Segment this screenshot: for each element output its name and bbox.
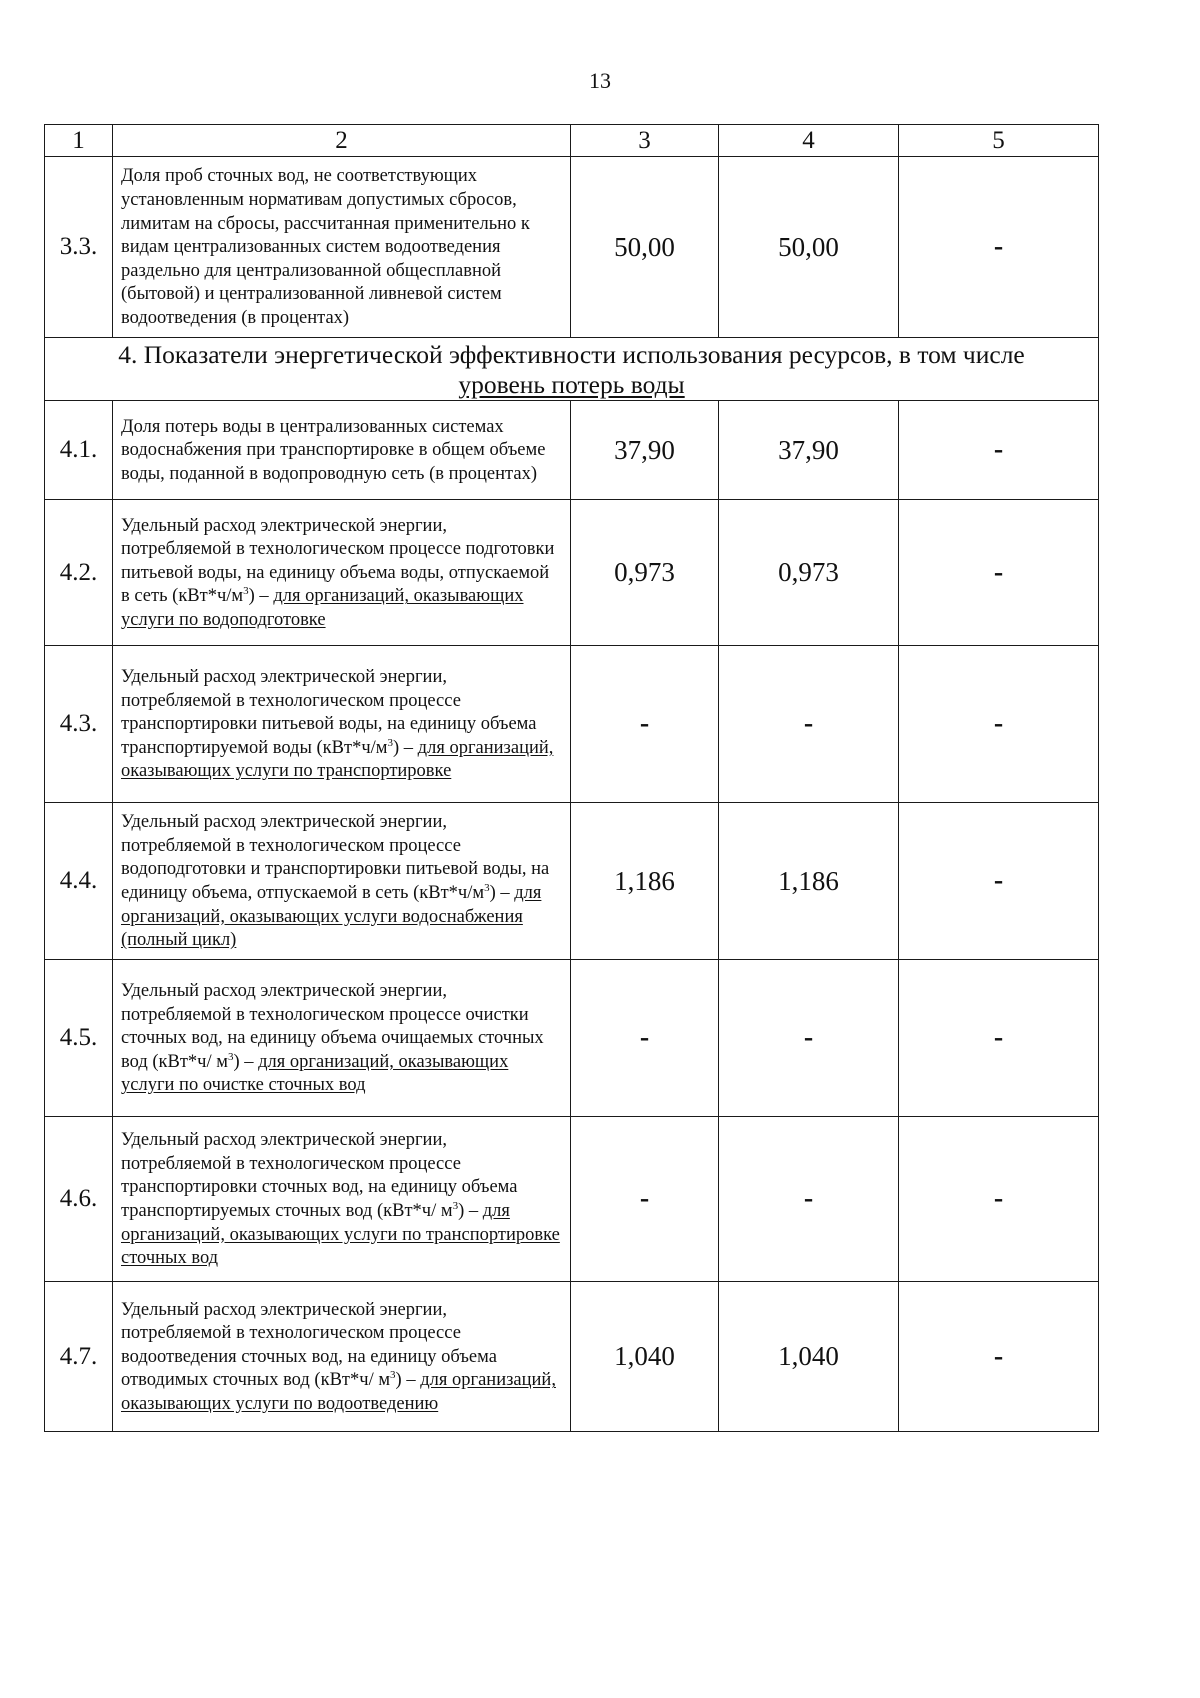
value-col4: 1,040	[719, 1282, 899, 1432]
table-row	[45, 500, 1099, 646]
value-col5: -	[899, 1282, 1099, 1432]
indicator-description	[113, 1117, 571, 1282]
description-text: Удельный расход электрической энергии, потребляемой в технологическом процессе транспортировки сточных вод, на единицу объема транспортируемых сточных вод (кВт*ч/ м	[121, 1130, 518, 1221]
column-header-3: 3	[571, 125, 719, 157]
row-number: 4.6.	[45, 1117, 113, 1282]
superscript: 3	[227, 1050, 234, 1063]
value-col4: -	[719, 960, 899, 1117]
value-col4: -	[719, 1117, 899, 1282]
value-col5: -	[899, 401, 1099, 500]
indicator-description	[113, 803, 571, 960]
table-row	[45, 646, 1099, 803]
value-col4: 37,90	[719, 401, 899, 500]
table-row	[45, 803, 1099, 960]
table-row	[45, 401, 1099, 500]
value-col3: 0,973	[571, 500, 719, 646]
page-number: 13	[589, 68, 611, 93]
indicators-table	[44, 124, 1099, 1432]
organization-scope-underlined: для организаций, оказывающих услуги по транспортировке сточных вод	[121, 1201, 560, 1269]
value-col4: 1,186	[719, 803, 899, 960]
value-col5: -	[899, 500, 1099, 646]
superscript: 3	[243, 585, 249, 598]
section-title	[45, 338, 1099, 401]
row-number: 4.5.	[45, 960, 113, 1117]
description-text-tail: ) –	[395, 1370, 421, 1391]
row-number: 4.4.	[45, 803, 113, 960]
superscript: 3	[452, 1199, 459, 1212]
value-col3: 1,040	[571, 1282, 719, 1432]
indicator-description	[113, 1282, 571, 1432]
superscript: 3	[387, 736, 393, 749]
section-title-line1: 4. Показатели энергетической эффективности использования ресурсов, в том числе	[118, 340, 1025, 369]
column-number-header-row	[45, 125, 1099, 157]
value-col3: 50,00	[571, 157, 719, 338]
description-text: Удельный расход электрической энергии, потребляемой в технологическом процессе подготовки питьевой воды, на единицу объема воды, отпускаемой в сеть (кВт*ч/м	[121, 515, 555, 607]
indicator-description	[113, 500, 571, 646]
value-col3: 37,90	[571, 401, 719, 500]
column-header-1: 1	[45, 125, 113, 157]
row-number: 4.2.	[45, 500, 113, 646]
table-row	[45, 1282, 1099, 1432]
description-text: Удельный расход электрической энергии, потребляемой в технологическом процессе водоподготовки и транспортировки питьевой воды, на единицу объема, отпускаемой в сеть (кВт*ч/м	[121, 812, 550, 903]
organization-scope-underlined: для организаций, оказывающих услуги по водоподготовке	[121, 586, 524, 630]
row-number: 4.7.	[45, 1282, 113, 1432]
description-text-tail: ) –	[458, 1201, 483, 1221]
column-header-5: 5	[899, 125, 1099, 157]
row-number: 4.3.	[45, 646, 113, 803]
indicator-description: Доля потерь воды в централизованных системах водоснабжения при транспортировке в общем объеме воды, поданной в водопроводную сеть (в процентах)	[113, 401, 571, 500]
value-col4: 0,973	[719, 500, 899, 646]
description-text-tail: ) –	[233, 1051, 259, 1072]
value-col5: -	[899, 803, 1099, 960]
description-text: Удельный расход электрической энергии, потребляемой в технологическом процессе водоотведения сточных вод, на единицу объема отводимых сточных вод (кВт*ч/ м	[121, 1299, 497, 1391]
table-row	[45, 1117, 1099, 1282]
column-header-4: 4	[719, 125, 899, 157]
section-header-row	[45, 338, 1099, 401]
value-col3: -	[571, 960, 719, 1117]
superscript: 3	[390, 1369, 396, 1382]
value-col5: -	[899, 157, 1099, 338]
description-text: Удельный расход электрической энергии, потребляемой в технологическом процессе очистки сточных вод, на единицу объема очищаемых сточных вод (кВт*ч/ м	[121, 981, 544, 1072]
value-col5: -	[899, 1117, 1099, 1282]
row-number: 4.1.	[45, 401, 113, 500]
value-col4: 50,00	[719, 157, 899, 338]
row-number: 3.3.	[45, 157, 113, 338]
superscript: 3	[484, 881, 490, 894]
organization-scope-underlined: для организаций, оказывающих услуги по водоотведению	[121, 1370, 556, 1414]
column-header-2: 2	[113, 125, 571, 157]
organization-scope-underlined: для организаций, оказывающих услуги по очистке сточных вод	[121, 1051, 509, 1096]
organization-scope-underlined: для организаций, оказывающих услуги водоснабжения (полный цикл)	[121, 883, 542, 951]
value-col4: -	[719, 646, 899, 803]
organization-scope-underlined: для организаций, оказывающих услуги по транспортировке	[121, 737, 554, 782]
indicator-description	[113, 960, 571, 1117]
value-col3: -	[571, 1117, 719, 1282]
value-col5: -	[899, 646, 1099, 803]
value-col3: 1,186	[571, 803, 719, 960]
section-title-line2: уровень потерь воды	[458, 370, 685, 399]
value-col3: -	[571, 646, 719, 803]
value-col5: -	[899, 960, 1099, 1117]
indicator-description: Доля проб сточных вод, не соответствующих установленным нормативам допустимых сбросов, лимитам на сбросы, рассчитанная применительно к видам централизованных систем водоотведения раздельно для централизованной общесплавной (бытовой) и централизованной ливневой систем водоотведения (в процентах)	[113, 157, 571, 338]
description-text-tail: ) –	[248, 586, 274, 607]
description-text-tail: ) –	[393, 737, 418, 758]
table-row	[45, 960, 1099, 1117]
table-row	[45, 157, 1099, 338]
indicator-description	[113, 646, 571, 803]
description-text-tail: ) –	[489, 883, 515, 903]
description-text: Удельный расход электрической энергии, потребляемой в технологическом процессе транспортировки питьевой воды, на единицу объема транспортируемой воды (кВт*ч/м	[121, 667, 537, 758]
